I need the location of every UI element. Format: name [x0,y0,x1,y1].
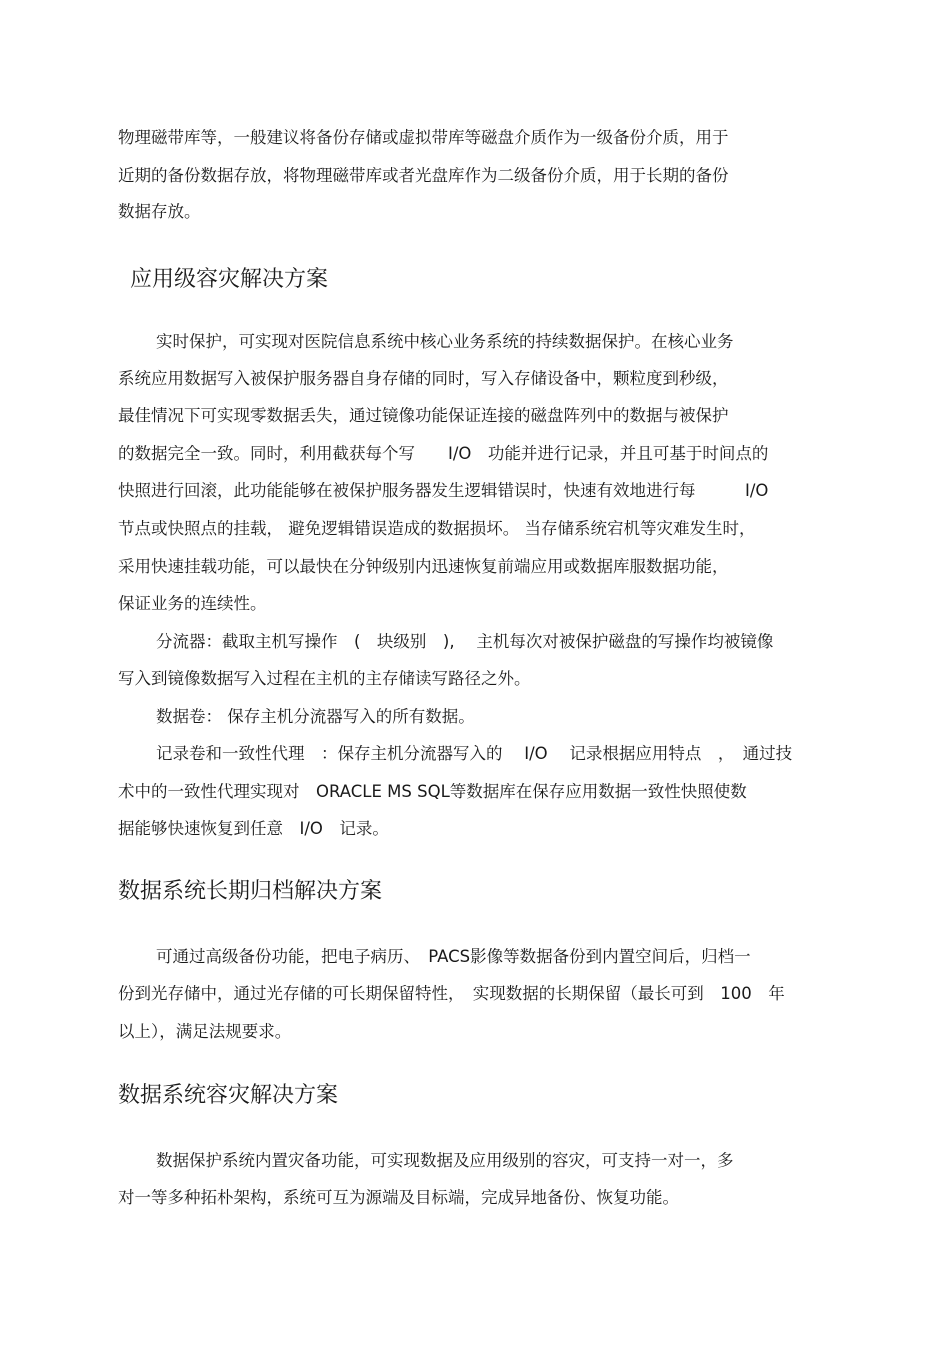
app-line-5: 快照进行回滚，此功能能够在被保护服务器发生逻辑错误时，快速有效地进行每 I/O [118,481,769,500]
intro-line-2: 近期的备份数据存放，将物理磁带库或者光盘库作为二级备份介质，用于长期的备份 [118,166,729,185]
archive-line-2: 份到光存储中，通过光存储的可长期保留特性， 实现数据的长期保留（最长可到 100 年 [118,984,785,1003]
app-line-10: 写入到镜像数据写入过程在主机的主存储读写路径之外。 [118,669,531,688]
app-line-9: 分流器：截取主机写操作 ( 块级别 ), 主机每次对被保护磁盘的写操作均被镜像 [156,632,774,651]
intro-line-3: 数据存放。 [118,202,201,221]
app-line-7: 采用快速挂载功能，可以最快在分钟级别内迅速恢复前端应用或数据库服数据功能， [118,557,729,576]
dr-line-1: 数据保护系统内置灾备功能，可实现数据及应用级别的容灾，可支持一对一，多 [156,1151,734,1170]
app-line-2: 系统应用数据写入被保护服务器自身存储的同时，写入存储设备中，颗粒度到秒级， [118,369,729,388]
app-line-14: 据能够快速恢复到任意 I/O 记录。 [118,819,389,838]
app-line-13: 术中的一致性代理实现对 ORACLE MS SQL等数据库在保存应用数据一致性快照使数 [118,782,747,801]
app-line-12: 记录卷和一致性代理 ：保存主机分流器写入的 I/O 记录根据应用特点 ， 通过技 [156,744,793,763]
app-line-3: 最佳情况下可实现零数据丢失，通过镜像功能保证连接的磁盘阵列中的数据与被保护 [118,406,729,425]
intro-line-1: 物理磁带库等，一般建议将备份存储或虚拟带库等磁盘介质作为一级备份介质，用于 [118,128,729,147]
app-line-11: 数据卷： 保存主机分流器写入的所有数据。 [156,707,475,726]
archive-line-1: 可通过高级备份功能，把电子病历、 PACS影像等数据备份到内置空间后，归档一 [156,947,751,966]
section-app-title: 应用级容灾解决方案 [130,267,329,292]
app-line-1: 实时保护，可实现对医院信息系统中核心业务系统的持续数据保护。在核心业务 [156,332,734,351]
archive-line-3: 以上），满足法规要求。 [118,1022,292,1041]
dr-line-2: 对一等多种拓朴架构，系统可互为源端及目标端，完成异地备份、恢复功能。 [118,1188,679,1207]
app-line-8: 保证业务的连续性。 [118,594,267,613]
section-archive-title: 数据系统长期归档解决方案 [118,879,383,904]
section-dr-title: 数据系统容灾解决方案 [118,1083,339,1108]
app-line-6: 节点或快照点的挂载， 避免逻辑错误造成的数据损坏。 当存储系统宕机等灾难发生时， [118,519,756,538]
app-line-4: 的数据完全一致。同时，利用截获每个写 I/O 功能并进行记录，并且可基于时间点的 [118,444,769,463]
